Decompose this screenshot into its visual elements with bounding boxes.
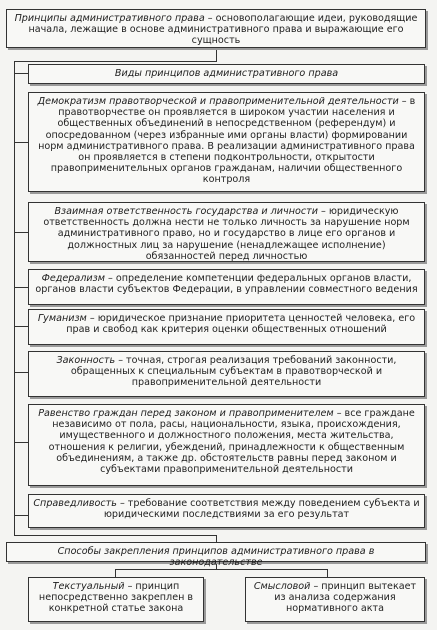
principle-term: Законность	[56, 355, 116, 366]
methods-title-box	[6, 542, 426, 569]
connector-to-methods	[216, 535, 217, 542]
kinds-title: Виды принципов административного права	[114, 68, 339, 79]
connector-top-to-kinds	[216, 48, 217, 61]
connector-to-principle-2	[14, 232, 28, 233]
methods-title: Способы закрепления принципов административного права в законодательстве	[57, 546, 375, 569]
connector-to-principle-1	[14, 142, 28, 143]
principle-definition: – все граждане независимо от пола, расы, национальности, языка, происхождения, имущественного и должностного положения, места жительства, отношения к религии, убеждений, принадлежности к общественным объединениям, а также др. обстоятельств равны перед законом и субъектами правоприменительной деятельности	[48, 408, 415, 476]
definition-text: – основополагающие идеи, руководящие начала, лежащие в основе административного права и выражающие его сущность	[28, 13, 418, 47]
principle-federalism	[28, 269, 425, 305]
connector-to-principle-3	[14, 287, 28, 288]
principle-definition: – юридическую ответственность должна нести не только личность за нарушение норм административного право, но и государство в лице его органов и должностных лиц за нарушение (ненадлежащее исполнение) обязанностей перед личностью	[43, 206, 410, 262]
method-term: Текстуальный	[52, 581, 125, 592]
principle-definition: – требование соответствия между поведением субъекта и юридическими последствиями за его результат	[103, 498, 420, 521]
connector-to-principle-7	[14, 515, 28, 516]
principle-definition: – в правотворчестве он проявляется в широком участии населения и общественных объединений в непосредственном (референдум) и опосредованном (через избранные ими органы власти) формировании норм административного права. В реализации административного права он проявляется в степени подконтрольности, открытости правоприменительных органов гражданам, наличии общественного контроля	[38, 96, 416, 186]
principle-definition: – юридическое признание приоритета ценностей человека, его прав и свобод как критерия оценки общественных отношений	[66, 313, 416, 336]
connector-to-principle-6	[14, 442, 28, 443]
principle-definition: – определение компетенции федеральных органов власти, органов власти субъектов Федерации, в управлении совместного ведения	[35, 273, 418, 296]
principle-humanism	[28, 309, 425, 345]
method-term: Смысловой	[253, 581, 311, 592]
principle-mutual-responsibility	[28, 202, 425, 262]
connector-to-kinds-title	[14, 73, 28, 74]
principle-term: Федерализм	[41, 273, 105, 284]
method-definition: – принцип вытекает из анализа содержания нормативного акта	[274, 581, 417, 615]
principle-term: Справедливость	[33, 498, 117, 509]
principle-democratism	[28, 92, 425, 192]
principle-term: Гуманизм	[37, 313, 87, 324]
principle-legality	[28, 351, 425, 397]
connector-to-method-2	[327, 569, 328, 577]
principle-justice	[28, 494, 425, 528]
principle-term: Взаимная ответственность государства и личности	[54, 206, 318, 217]
method-semantic	[245, 577, 425, 622]
principle-equality	[28, 404, 425, 486]
connector-to-principle-5	[14, 372, 28, 373]
principle-definition: – точная, строгая реализация требований законности, обращенных к специальным субъектам в правотворческой и правоприменительной деятельности	[70, 355, 397, 389]
connector-to-method-1	[115, 569, 116, 577]
principle-term: Равенство граждан перед законом и правоприменителем	[38, 408, 334, 419]
methods-split-horizontal	[115, 569, 328, 570]
definition-box	[6, 9, 426, 48]
definition-term: Принципы административного права	[14, 13, 205, 24]
bracket-bottom-horizontal	[14, 535, 217, 536]
bracket-left-vertical	[14, 61, 15, 535]
connector-to-principle-4	[14, 326, 28, 327]
principle-term: Демократизм правотворческой и правоприменительной деятельности	[37, 96, 399, 107]
bracket-top-horizontal	[14, 61, 217, 62]
method-definition: – принцип непосредственно закреплен в конкретной статье закона	[38, 581, 194, 615]
method-textual	[28, 577, 204, 622]
kinds-title-box	[28, 64, 425, 84]
